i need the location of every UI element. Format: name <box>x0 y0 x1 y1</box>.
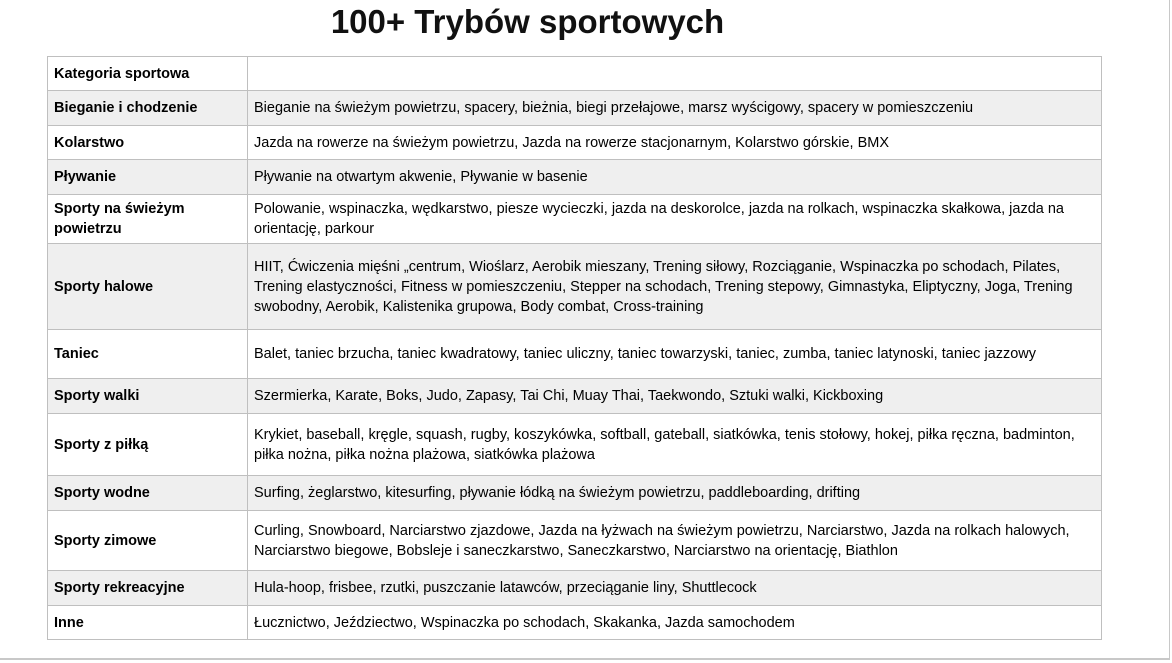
table-row <box>48 606 1102 640</box>
table-row <box>48 571 1102 606</box>
row-modes: Surfing, żeglarstwo, kitesurfing, pływanie łódką na świeżym powietrzu, paddleboarding, drifting <box>248 476 1102 511</box>
row-category: Sporty wodne <box>48 476 248 511</box>
table-header-row <box>48 57 1102 91</box>
row-modes: Szermierka, Karate, Boks, Judo, Zapasy, Tai Chi, Muay Thai, Taekwondo, Sztuki walki, Kickboxing <box>248 379 1102 414</box>
table-row <box>48 476 1102 511</box>
table-row <box>48 91 1102 126</box>
row-modes: Jazda na rowerze na świeżym powietrzu, Jazda na rowerze stacjonarnym, Kolarstwo górskie, BMX <box>248 126 1102 160</box>
row-modes: Bieganie na świeżym powietrzu, spacery, bieżnia, biegi przełajowe, marsz wyścigowy, spacery w pomieszczeniu <box>248 91 1102 126</box>
row-modes: Curling, Snowboard, Narciarstwo zjazdowe, Jazda na łyżwach na świeżym powietrzu, Narciarstwo, Jazda na rolkach halowych, Narciarstwo biegowe, Bobsleje i saneczkarstwo, Saneczkarstwo, Narciarstwo na orientację, Biathlon <box>248 511 1102 571</box>
row-category: Sporty na świeżym powietrzu <box>48 195 248 244</box>
page-title: 100+ Trybów sportowych <box>330 3 725 40</box>
row-category: Sporty rekreacyjne <box>48 571 248 606</box>
sport-modes-table <box>47 56 1102 640</box>
row-category: Sporty zimowe <box>48 511 248 571</box>
table-row <box>48 195 1102 244</box>
row-modes: Balet, taniec brzucha, taniec kwadratowy, taniec uliczny, taniec towarzyski, taniec, zumba, taniec latynoski, taniec jazzowy <box>248 330 1102 379</box>
row-category: Kolarstwo <box>48 126 248 160</box>
table-row <box>48 330 1102 379</box>
header-modes <box>248 57 1102 91</box>
table-row <box>48 379 1102 414</box>
table-row <box>48 511 1102 571</box>
header-category: Kategoria sportowa <box>48 57 248 91</box>
row-modes: Hula-hoop, frisbee, rzutki, puszczanie latawców, przeciąganie liny, Shuttlecock <box>248 571 1102 606</box>
row-modes: HIIT, Ćwiczenia mięśni „centrum, Wioślarz, Aerobik mieszany, Trening siłowy, Rozciąganie, Wspinaczka po schodach, Pilates, Trening elastyczności, Fitness w pomieszczeniu, Stepper na schodach, Trening stepowy, Gimnastyka, Eliptyczny, Joga, Trening swobodny, Aerobik, Kalistenika grupowa, Body combat, Cross-training <box>248 244 1102 330</box>
row-category: Sporty walki <box>48 379 248 414</box>
row-category: Sporty halowe <box>48 244 248 330</box>
row-modes: Krykiet, baseball, kręgle, squash, rugby, koszykówka, softball, gateball, siatkówka, tenis stołowy, hokej, piłka ręczna, badminton, piłka nożna, piłka nożna plażowa, siatkówka plażowa <box>248 414 1102 476</box>
table-row <box>48 160 1102 195</box>
row-modes: Łucznictwo, Jeździectwo, Wspinaczka po schodach, Skakanka, Jazda samochodem <box>248 606 1102 640</box>
row-modes: Polowanie, wspinaczka, wędkarstwo, piesze wycieczki, jazda na deskorolce, jazda na rolkach, wspinaczka skałkowa, jazda na orientację, parkour <box>248 195 1102 244</box>
row-modes: Pływanie na otwartym akwenie, Pływanie w basenie <box>248 160 1102 195</box>
table-row <box>48 244 1102 330</box>
row-category: Bieganie i chodzenie <box>48 91 248 126</box>
table-row <box>48 126 1102 160</box>
table-row <box>48 414 1102 476</box>
row-category: Sporty z piłką <box>48 414 248 476</box>
row-category: Inne <box>48 606 248 640</box>
row-category: Pływanie <box>48 160 248 195</box>
row-category: Taniec <box>48 330 248 379</box>
